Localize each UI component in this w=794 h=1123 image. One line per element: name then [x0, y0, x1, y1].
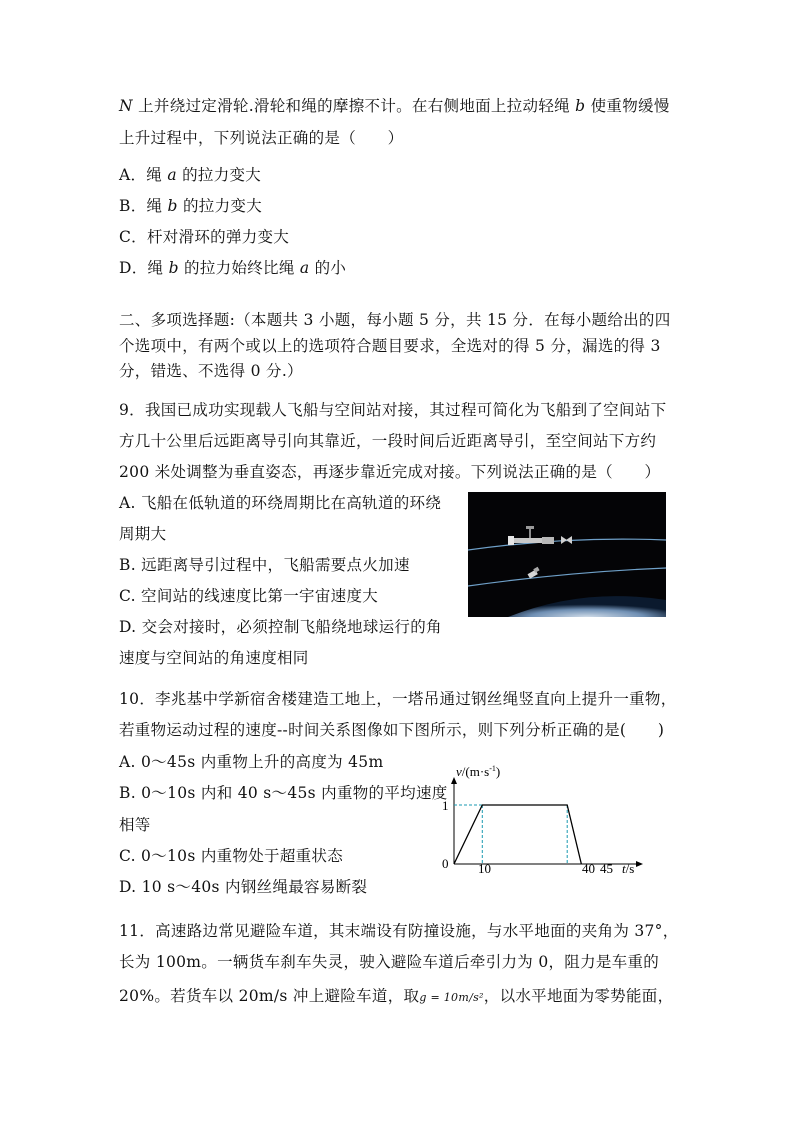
q9-stem-line1: 9．我国已成功实现载人飞船与空间站对接，其过程可简化为飞船到了空间站下	[119, 401, 667, 419]
q10-stem-line2: 若重物运动过程的速度--时间关系图像如下图所示，则下列分析正确的是( )	[119, 721, 665, 739]
q9-option-d: D. 交会对接时，必须控制飞船绕地球运行的角	[119, 618, 442, 636]
x-axis-label: t/s	[622, 861, 635, 876]
q11-line3: 20%。若货车以 20m/s 冲上避险车道，取g = 10m/s²，以水平地面为零势能面，	[119, 987, 674, 1005]
q11-line2: 长为 100m。一辆货车刹车失灵，驶入避险车道后牵引力为 0，阻力是车重的	[119, 953, 660, 971]
q8-continuation-line1: N 上并绕过定滑轮.滑轮和绳的摩擦不计。在右侧地面上拉动轻绳 b 使重物缓慢	[119, 97, 670, 115]
velocity-series-line	[454, 805, 581, 864]
q8-continuation-line2: 上升过程中，下列说法正确的是（ ）	[119, 129, 404, 147]
q8-option-b: B．绳 b 的拉力变大	[119, 197, 262, 215]
q8-option-c: C．杆对滑环的弹力变大	[119, 228, 290, 246]
q10-option-d: D. 10 s～40s 内钢丝绳最容易断裂	[119, 878, 368, 896]
x-axis-arrow	[636, 861, 643, 867]
x-tick-label-10: 10	[478, 861, 491, 876]
var-N: N	[119, 97, 133, 115]
q9-option-c: C. 空间站的线速度比第一宇宙速度大	[119, 587, 379, 605]
x-tick-label-40: 40	[582, 861, 595, 876]
q9-option-a-cont: 周期大	[119, 525, 167, 543]
q9-stem-line2: 方几十公里后远距离导引向其靠近，一段时间后近距离导引，至空间站下方约	[119, 432, 657, 450]
q9-option-a: A. 飞船在低轨道的环绕周期比在高轨道的环绕	[119, 494, 442, 512]
section2-line3: 分，错选、不选得 0 分.）	[119, 362, 303, 380]
y-axis-label: $v/(m\cdot s^{-1})$	[456, 764, 501, 779]
q10-option-c: C. 0～10s 内重物处于超重状态	[119, 847, 344, 865]
velocity-time-graph	[436, 760, 646, 880]
q9-option-b: B. 远距离导引过程中，飞船需要点火加速	[119, 556, 410, 574]
section2-line2: 个选项中，有两个或以上的选项符合题目要求，全选对的得 5 分，漏选的得 3	[119, 337, 661, 355]
x-tick-label-45: 45	[600, 861, 613, 876]
y-tick-label-1: 1	[442, 798, 449, 813]
q11-line1: 11．高速路边常见避险车道，其末端设有防撞设施，与水平地面的夹角为 37°，	[119, 922, 679, 940]
q10-option-b-cont: 相等	[119, 816, 151, 834]
space-station-docking-image	[468, 492, 666, 617]
q9-stem-line3: 200 米处调整为垂直姿态，再逐步靠近完成对接。下列说法正确的是（ ）	[119, 463, 661, 481]
q9-option-d-cont: 速度与空间站的角速度相同	[119, 649, 309, 667]
section2-line1: 二、多项选择题:（本题共 3 小题，每小题 5 分，共 15 分．在每小题给出的四	[119, 311, 671, 329]
q10-stem-line1: 10．李兆基中学新宿舍楼建造工地上，一塔吊通过钢丝绳竖直向上提升一重物，	[119, 690, 677, 708]
q10-option-a: A. 0～45s 内重物上升的高度为 45m	[119, 753, 384, 771]
q8-option-d: D．绳 b 的拉力始终比绳 a 的小	[119, 259, 347, 277]
origin-label: 0	[442, 856, 449, 871]
gravity-formula: g = 10m/s²	[419, 991, 484, 1004]
q10-option-b: B. 0～10s 内和 40 s～45s 内重物的平均速度	[119, 784, 448, 802]
q8-option-a: A．绳 a 的拉力变大	[119, 166, 262, 184]
